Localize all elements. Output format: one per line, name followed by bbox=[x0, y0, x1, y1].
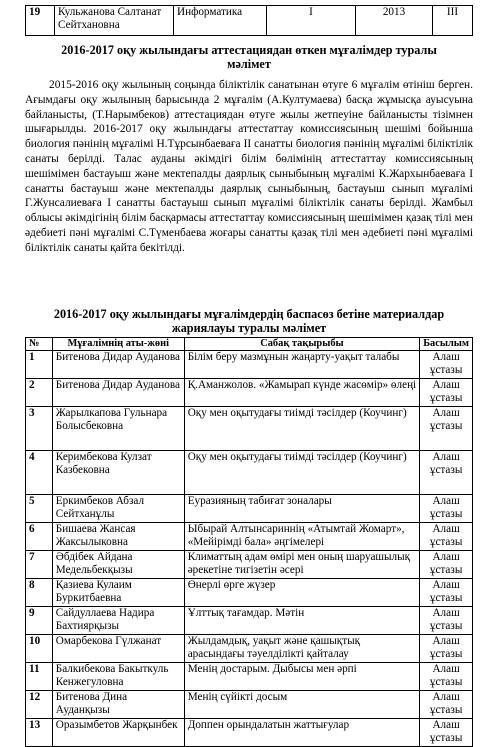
table-row bbox=[26, 523, 473, 551]
teacher-name: Битенова Дина Ауданқызы bbox=[52, 691, 184, 719]
teacher-name: Балкибекова Бакыткуль Кенжегуловна bbox=[52, 663, 184, 691]
header-no: № bbox=[26, 338, 53, 351]
publication: Алаш ұстазы bbox=[420, 719, 473, 747]
row-number: 8 bbox=[26, 579, 53, 607]
topic: Доппен орындалатын жаттығулар bbox=[184, 719, 420, 747]
row-number: 4 bbox=[26, 451, 53, 495]
attestation-paragraph: 2015-2016 оқу жылының соңында біліктілік санатынан өтуге 6 мұғалім өтініш берген. Ағымдағы оқу жылының барысында 2 мұғалім (А.Култумаева) басқа жұмысқа ауысуына байланысты, (Т.Нарымбеков) аттестациядан өтуге жылы жетпеуіне байланысты тізімнен шығарылды. 2016-2017 оқу жылындағы аттестаттау комиссиясының шешімі бойынша биология пәнінің мұғалімі Н.Тұрсынбаевағa II санатты биология пәнінің мұғалімі біліктілік санаты берілді. Талас ауданы әкімдігі білім бөлімінің аттестаттау комиссиясының шешімімен бастауыш және мектепалды даярлық сыныбының мұғалімі К.Жархынбаеваға I санатты бастауыш және мектепалды даярлық сыныбының, бастауыш сынып мұғалімі Г.Жунсалиеваға I санатты бастауыш сынып мұғалімі біліктілік санаты берілді. Жамбыл облысы әкімдігінің білім басқармасы аттестаттау комиссиясының шешімімен қазақ тілі мен әдебиеті пәні мұғалімі С.Түменбаева жоғары санатты қазақ тілі мен әдебиеті пәні мұғалімі біліктілік санаты қайта бекітілді. bbox=[25, 79, 473, 254]
publication: Алаш ұстазы bbox=[420, 551, 473, 579]
table-header-row bbox=[26, 338, 473, 351]
table-row bbox=[26, 6, 473, 36]
row-number: 13 bbox=[26, 719, 53, 747]
topic: Менің достарым. Дыбысы мен әрпі bbox=[184, 663, 420, 691]
table-row bbox=[26, 351, 473, 379]
publication: Алаш ұстазы bbox=[420, 451, 473, 495]
table-row bbox=[26, 691, 473, 719]
previous-table-row bbox=[25, 5, 473, 36]
teacher-name: Битенова Дидар Ауданова bbox=[52, 379, 184, 407]
topic: Ыбырай Алтынсариннің «Атымтай Жомарт», «Мейірімді бала» әңгімелері bbox=[184, 523, 420, 551]
header-topic: Сабақ тақырыбы bbox=[184, 338, 420, 351]
row-number: 3 bbox=[26, 407, 53, 451]
topic: Климаттың адам өмірі мен оның шаруашылық әрекетіне тигізетін әсері bbox=[184, 551, 420, 579]
header-published: Басылым bbox=[420, 338, 473, 351]
table-row bbox=[26, 579, 473, 607]
row-number: 2 bbox=[26, 379, 53, 407]
row-number: 9 bbox=[26, 607, 53, 635]
teacher-name: Бишаева Жансая Жаксылыковна bbox=[52, 523, 184, 551]
publication: Алаш ұстазы bbox=[420, 379, 473, 407]
table-row bbox=[26, 719, 473, 747]
teacher-name: Сайдуллаева Надира Бахтиярқызы bbox=[52, 607, 184, 635]
publication: Алаш ұстазы bbox=[420, 407, 473, 451]
row-number: 5 bbox=[26, 495, 53, 523]
row-number: 12 bbox=[26, 691, 53, 719]
section1-title-line2: мәлімет bbox=[227, 57, 271, 71]
teacher-name: Битенова Дидар Ауданова bbox=[52, 351, 184, 379]
teacher-name: Әбдібек Айдана Медельбекқызы bbox=[52, 551, 184, 579]
table-row bbox=[26, 379, 473, 407]
topic: Жылдамдық, уақыт және қашықтық арасындағы тәуелділікті қайталау bbox=[184, 635, 420, 663]
publication: Алаш ұстазы bbox=[420, 635, 473, 663]
row-number: 19 bbox=[26, 6, 55, 36]
publications-table bbox=[25, 337, 473, 747]
table-row bbox=[26, 407, 473, 451]
teacher-name: Еркимбеков Абзал Сейтханұлы bbox=[52, 495, 184, 523]
header-teacher: Мұғалімнің аты-жөні bbox=[52, 338, 184, 351]
section1-title bbox=[25, 43, 473, 71]
table-row bbox=[26, 663, 473, 691]
subject: Информатика bbox=[174, 6, 267, 36]
publication: Алаш ұстазы bbox=[420, 579, 473, 607]
publication: Алаш ұстазы bbox=[420, 523, 473, 551]
teacher-name: Омарбекова Гүлжанат bbox=[52, 635, 184, 663]
teacher-name: Жарылкапова Гульнара Болысбековна bbox=[52, 407, 184, 451]
topic: Оқу мен оқытудағы тиімді тәсілдер (Коучинг) bbox=[184, 451, 420, 495]
row-number: 11 bbox=[26, 663, 53, 691]
row-number: 10 bbox=[26, 635, 53, 663]
table-row bbox=[26, 635, 473, 663]
topic: Менің сүйікті досым bbox=[184, 691, 420, 719]
year: 2013 bbox=[356, 6, 433, 36]
section1-title-line1: 2016-2017 оқу жылындағы аттестациядан өткен мұғалімдер туралы bbox=[61, 43, 437, 57]
topic: Оқу мен оқытудағы тиімді тәсілдер (Коучинг) bbox=[184, 407, 420, 451]
teacher-name: Кульжанова Салтанат Сейтхановна bbox=[55, 6, 174, 36]
publication: Алаш ұстазы bbox=[420, 691, 473, 719]
table-row bbox=[26, 495, 473, 523]
section2-title bbox=[25, 307, 473, 335]
topic: Еуразияның табиғат зоналары bbox=[184, 495, 420, 523]
table-row bbox=[26, 451, 473, 495]
table-row bbox=[26, 551, 473, 579]
row-number: 7 bbox=[26, 551, 53, 579]
topic: Өнерлі өрге жүзер bbox=[184, 579, 420, 607]
topic: Білім беру мазмұнын жаңарту-уақыт талабы bbox=[184, 351, 420, 379]
level: III bbox=[433, 6, 473, 36]
row-number: 6 bbox=[26, 523, 53, 551]
publications-table-body bbox=[26, 351, 473, 747]
category: I bbox=[267, 6, 356, 36]
publication: Алаш ұстазы bbox=[420, 663, 473, 691]
row-number: 1 bbox=[26, 351, 53, 379]
topic: Қ.Аманжолов. «Жамырап күнде жасөмір» өлеңі bbox=[184, 379, 420, 407]
table-row bbox=[26, 607, 473, 635]
section2-title-line1: 2016-2017 оқу жылындағы мұғалімдердің баспасөз бетіне материалдар bbox=[53, 307, 445, 321]
teacher-name: Керимбекова Кулзат Казбековна bbox=[52, 451, 184, 495]
topic: Ұлттық тағамдар. Мәтін bbox=[184, 607, 420, 635]
teacher-name: Қазиева Кулаим Буркитбаевна bbox=[52, 579, 184, 607]
publication: Алаш ұстазы bbox=[420, 351, 473, 379]
publication: Алаш ұстазы bbox=[420, 495, 473, 523]
section2-title-line2: жариялауы туралы мәлімет bbox=[171, 321, 327, 335]
publication: Алаш ұстазы bbox=[420, 607, 473, 635]
teacher-name: Оразымбетов Жарқынбек bbox=[52, 719, 184, 747]
